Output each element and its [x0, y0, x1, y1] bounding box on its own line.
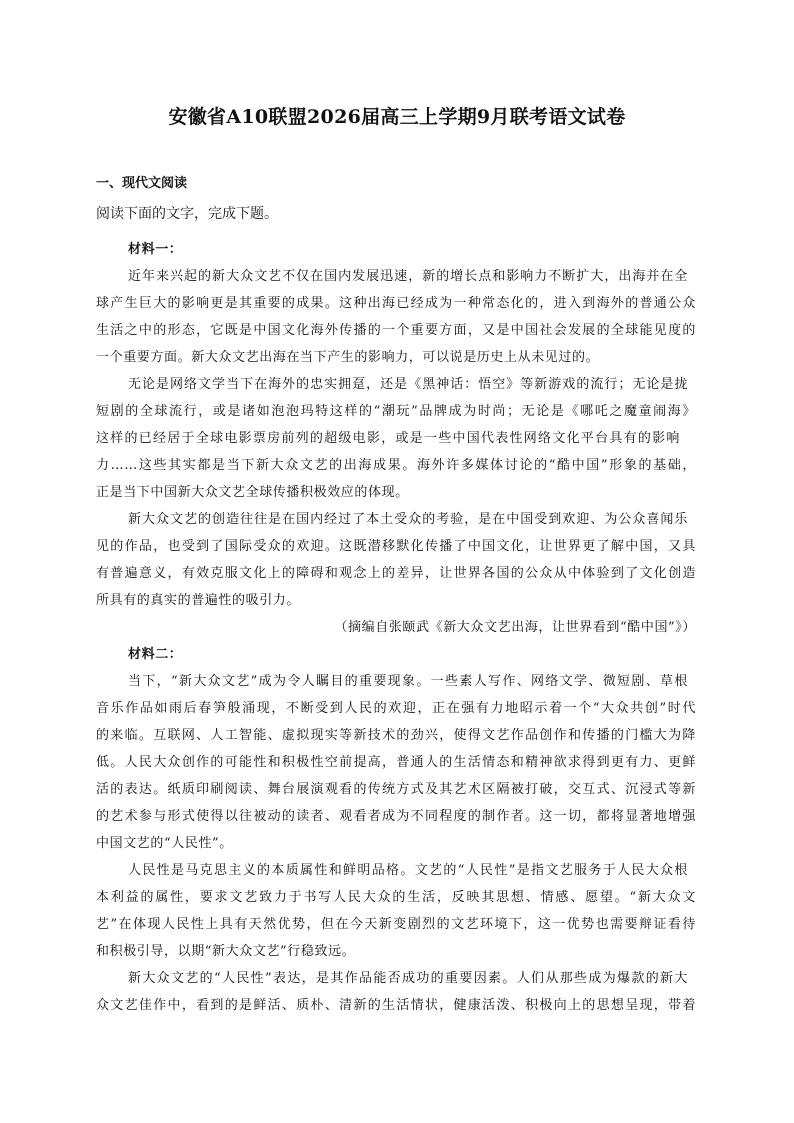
paragraph-line: 活的表达。纸质印刷阅读、舞台展演观看的传统方式及其艺术区隔被打破，交互式、沉浸式等新: [96, 782, 696, 797]
page-title: 安徽省A10联盟2026届高三上学期9月联考语文试卷: [168, 106, 626, 128]
paragraph-line: 当下，“新大众文艺”成为令人瞩目的重要现象。一些素人写作、网络文学、微短剧、草根: [128, 674, 688, 689]
instruction-text: 阅读下面的文字，完成下题。: [96, 206, 278, 222]
source-citation: （摘编自张颐武《新大众文艺出海，让世界看到“酷中国”》）: [334, 620, 696, 635]
paragraph-line: 低。人民大众创作的可能性和积极性空前提高，普通人的生活情态和精神欲求得到更有力、更鲜: [96, 755, 696, 770]
paragraph-line: 音乐作品如雨后春笋般涌现，不断受到人民的欢迎，正在强有力地昭示着一个“大众共创”时代: [96, 701, 696, 716]
material-2-heading: 材料二：: [128, 647, 183, 662]
paragraph-line: 中国文艺的“人民性”。: [96, 836, 233, 851]
paragraph-line: 和积极引导，以期“新大众文艺”行稳致远。: [96, 944, 356, 959]
paragraph-line: 正是当下中国新大众文艺全球传播积极效应的体现。: [96, 485, 409, 500]
paragraph-line: 众文艺佳作中，看到的是鲜活、质朴、清新的生活情状，健康活泼、积极向上的思想呈现，带着: [96, 998, 696, 1013]
paragraph-line: 艺”在体现人民性上具有天然优势，但在今天新变剧烈的文艺环境下，这一优势也需要辩证看待: [96, 917, 696, 932]
paragraph-line: 见的作品，也受到了国际受众的欢迎。这既潜移默化传播了中国文化，让世界更了解中国，又具: [96, 539, 696, 554]
paragraph-line: 有普遍意义，有效克服文化上的障碍和观念上的差异，让世界各国的公众从中体验到了文化创造: [96, 566, 696, 581]
paragraph-line: 的艺术参与形式使得以往被动的读者、观看者成为不同程度的制作者。这一切，都将显著地增强: [96, 809, 696, 824]
section-heading: 一、现代文阅读: [96, 176, 188, 191]
paragraph-line: 短剧的全球流行，或是诸如泡泡玛特这样的“潮玩”品牌成为时尚；无论是《哪吒之魔童闹海》: [96, 404, 696, 419]
paragraph-line: 新大众文艺的创造往往是在国内经过了本土受众的考验，是在中国受到欢迎、为公众喜闻乐: [128, 512, 688, 527]
paragraph-line: 力……这些其实都是当下新大众文艺的出海成果。海外许多媒体讨论的“酷中国”形象的基础，: [96, 458, 696, 473]
paragraph-line: 的来临。互联网、人工智能、虚拟现实等新技术的劲兴，使得文艺作品创作和传播的门槛大为降: [96, 728, 696, 743]
paragraph-line: 无论是网络文学当下在海外的忠实拥趸，还是《黑神话：悟空》等新游戏的流行；无论是拢: [128, 377, 688, 392]
paragraph-line: 人民性是马克思主义的本质属性和鲜明品格。文艺的“人民性”是指文艺服务于人民大众根: [128, 863, 688, 878]
paragraph-line: 新大众文艺的“人民性”表达，是其作品能否成功的重要因素。人们从那些成为爆款的新大: [128, 971, 688, 986]
material-1-heading: 材料一：: [128, 242, 183, 257]
paragraph-line: 一个重要方面。新大众文艺出海在当下产生的影响力，可以说是历史上从未见过的。: [96, 350, 600, 365]
paragraph-line: 球产生巨大的影响更是其重要的成果。这种出海已经成为一种常态化的，进入到海外的普通公众: [96, 296, 696, 311]
paragraph-line: 本利益的属性，要求文艺致力于书写人民大众的生活，反映其思想、情感、愿望。“新大众文: [96, 890, 696, 905]
paragraph-line: 所具有的真实的普遍性的吸引力。: [96, 593, 301, 608]
paragraph-line: 这样的已经居于全球电影票房前列的超级电影，或是一些中国代表性网络文化平台具有的影响: [96, 431, 680, 446]
paragraph-line: 近年来兴起的新大众文艺不仅在国内发展迅速，新的增长点和影响力不断扩大，出海并在全: [128, 269, 688, 284]
paragraph-line: 生活之中的形态，它既是中国文化海外传播的一个重要方面，又是中国社会发展的全球能见度的: [96, 323, 696, 338]
